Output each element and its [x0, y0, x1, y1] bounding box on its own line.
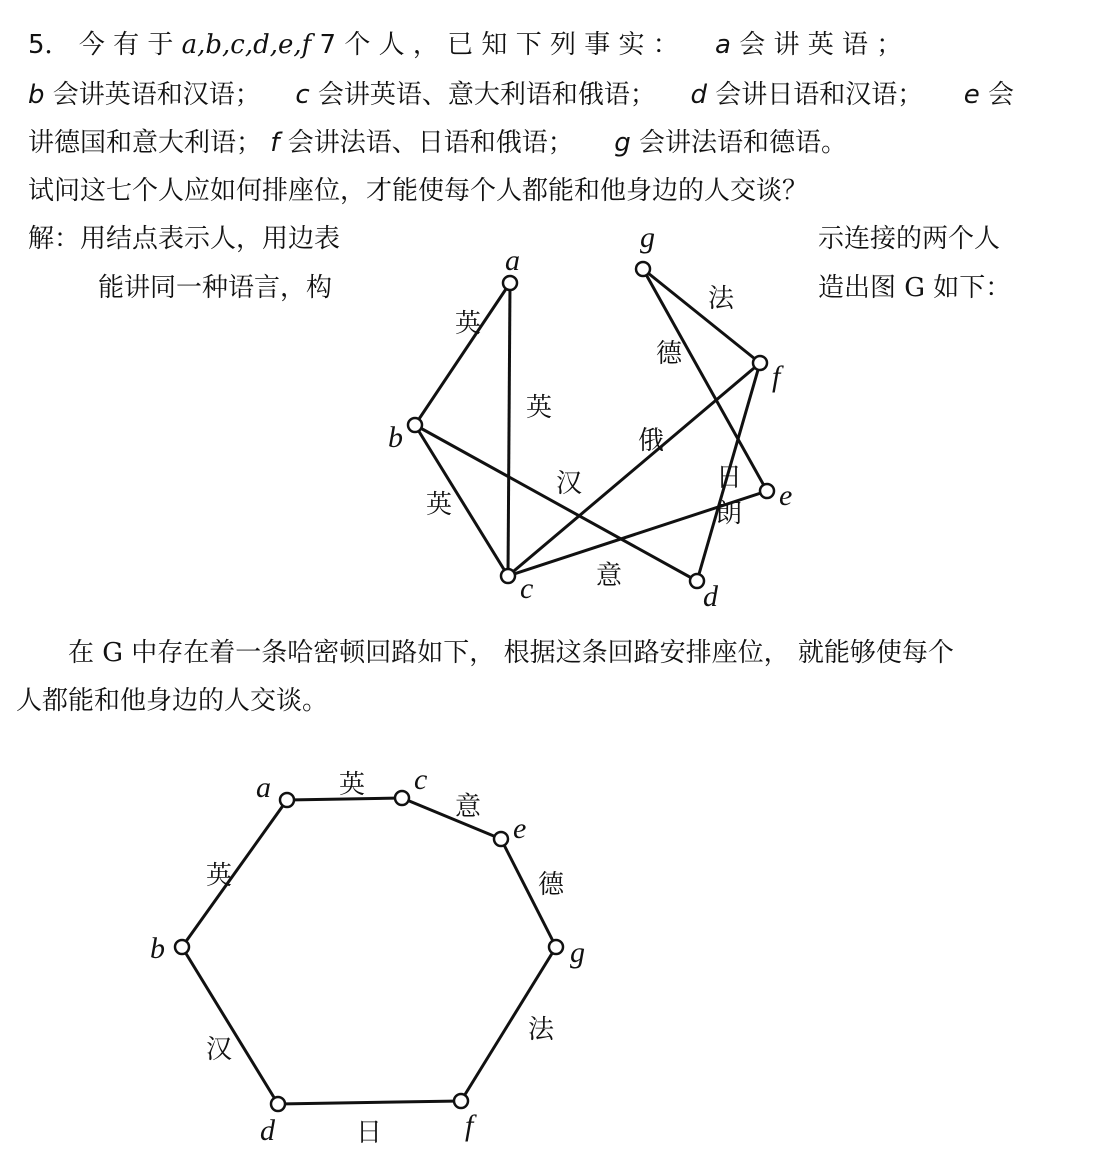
edge-label-a-c: 英 — [526, 393, 553, 423]
cycle-node-label-a: a — [256, 771, 271, 804]
fact-person: e — [963, 80, 980, 110]
fact-person: g — [614, 128, 631, 158]
fact-person: d — [690, 80, 707, 110]
cycle-node-a — [280, 793, 294, 807]
problem-intro: 今 有 于 — [78, 30, 182, 60]
cycle-node-label-e: e — [513, 812, 527, 845]
cycle-node-label-b: b — [150, 932, 165, 965]
node-a — [503, 276, 517, 290]
cycle-node-f — [454, 1094, 468, 1108]
cycle-edge-c-e — [402, 798, 501, 839]
cycle-edge-label-d-b: 汉 — [206, 1035, 233, 1065]
fact-a: 会 讲 英 语 ； — [730, 30, 903, 60]
graph-g-edge-labels — [426, 284, 742, 591]
fact-text: 会讲法语和德语。 — [639, 128, 848, 158]
graph-g-node-labels — [388, 221, 792, 613]
conclusion-line-2: 人都能和他身边的人交谈。 — [16, 686, 329, 716]
people-count: 7 — [311, 30, 345, 60]
cycle-node-label-c: c — [414, 763, 428, 796]
node-e — [760, 484, 774, 498]
cycle-edge-label-f-d: 日 — [356, 1118, 383, 1148]
edge-a-c — [508, 283, 510, 576]
cycle-node-label-f: f — [465, 1109, 474, 1142]
solution-right-2: 造出图 G 如下： — [818, 273, 1012, 303]
fact-person: f — [270, 128, 280, 158]
cycle-node-labels — [150, 763, 585, 1147]
edge-a-b — [415, 283, 510, 425]
cycle-edge-b-a — [182, 800, 287, 947]
cycle-node-label-g: g — [570, 936, 585, 969]
node-b — [408, 418, 422, 432]
cycle-node-g — [549, 940, 563, 954]
node-c — [501, 569, 515, 583]
people-list: a,b,c,d,e,f — [181, 30, 312, 60]
node-label-c: c — [520, 572, 534, 605]
edge-label-c-f: 俄 — [638, 426, 665, 456]
node-d — [690, 574, 704, 588]
node-f — [753, 356, 767, 370]
cycle-edge-label-a-c: 英 — [339, 770, 366, 800]
cycle-edge-d-b — [182, 947, 278, 1104]
node-label-d: d — [703, 580, 718, 613]
fact-person: b — [28, 80, 45, 110]
cycle-node-e — [494, 832, 508, 846]
node-label-a: a — [505, 244, 520, 277]
cycle-nodes — [175, 791, 563, 1111]
fact-text: 会 — [988, 80, 1015, 110]
cycle-node-c — [395, 791, 409, 805]
cycle-edge-label-b-a: 英 — [206, 861, 233, 891]
fact-text: 讲德国和意大利语； — [28, 128, 263, 158]
edge-label-f-g: 法 — [708, 284, 735, 314]
cycle-edge-label-e-g: 德 — [538, 870, 565, 900]
cycle-node-d — [271, 1097, 285, 1111]
node-label-b: b — [388, 421, 403, 454]
cycle-edge-labels — [206, 770, 565, 1148]
edge-label-b-c: 英 — [426, 490, 453, 520]
question: 试问这七个人应如何排座位，才能使每个人都能和他身边的人交谈？ — [28, 176, 809, 206]
fact-text: 会讲英语、意大利语和俄语； — [317, 80, 656, 110]
cycle-node-b — [175, 940, 189, 954]
edge-label-d-f: 日 — [716, 463, 743, 493]
node-label-f: f — [772, 360, 781, 393]
fact-person: c — [295, 80, 310, 110]
node-label-e: e — [779, 479, 793, 512]
node-g — [636, 262, 650, 276]
edge-label-e-g: 德 — [656, 339, 683, 369]
cycle-node-label-d: d — [260, 1114, 275, 1147]
hamiltonian-cycle — [150, 763, 585, 1148]
edge-label-b-d: 汉 — [556, 469, 583, 499]
fact-person-a: a — [715, 30, 731, 60]
fact-text: 会讲法语、日语和俄语； — [287, 128, 574, 158]
problem-facts-intro: 个 人 ， 已 知 下 列 事 实 ： — [344, 30, 679, 60]
cycle-edge-label-c-e: 意 — [455, 792, 482, 822]
problem-number: 5． — [28, 30, 71, 60]
edge-label-a-b: 英 — [455, 309, 482, 339]
edge-label-c-e: 意 — [596, 561, 623, 591]
node-label-g: g — [640, 221, 655, 254]
fact-text: 会讲日语和汉语； — [715, 80, 924, 110]
edge-e-g — [643, 269, 767, 491]
edge-label-extra: 朗 — [716, 499, 743, 529]
solution-left-1: 解：用结点表示人，用边表 — [28, 224, 341, 254]
cycle-edge-label-g-f: 法 — [528, 1015, 555, 1045]
fact-text: 会讲英语和汉语； — [52, 80, 261, 110]
conclusion-line-1: 在 G 中存在着一条哈密顿回路如下， 根据这条回路安排座位， 就能够使每个 — [68, 638, 954, 668]
solution-right-1: 示连接的两个人 — [818, 224, 1001, 254]
solution-left-2: 能讲同一种语言，构 — [98, 273, 333, 303]
cycle-edge-f-d — [278, 1101, 461, 1104]
